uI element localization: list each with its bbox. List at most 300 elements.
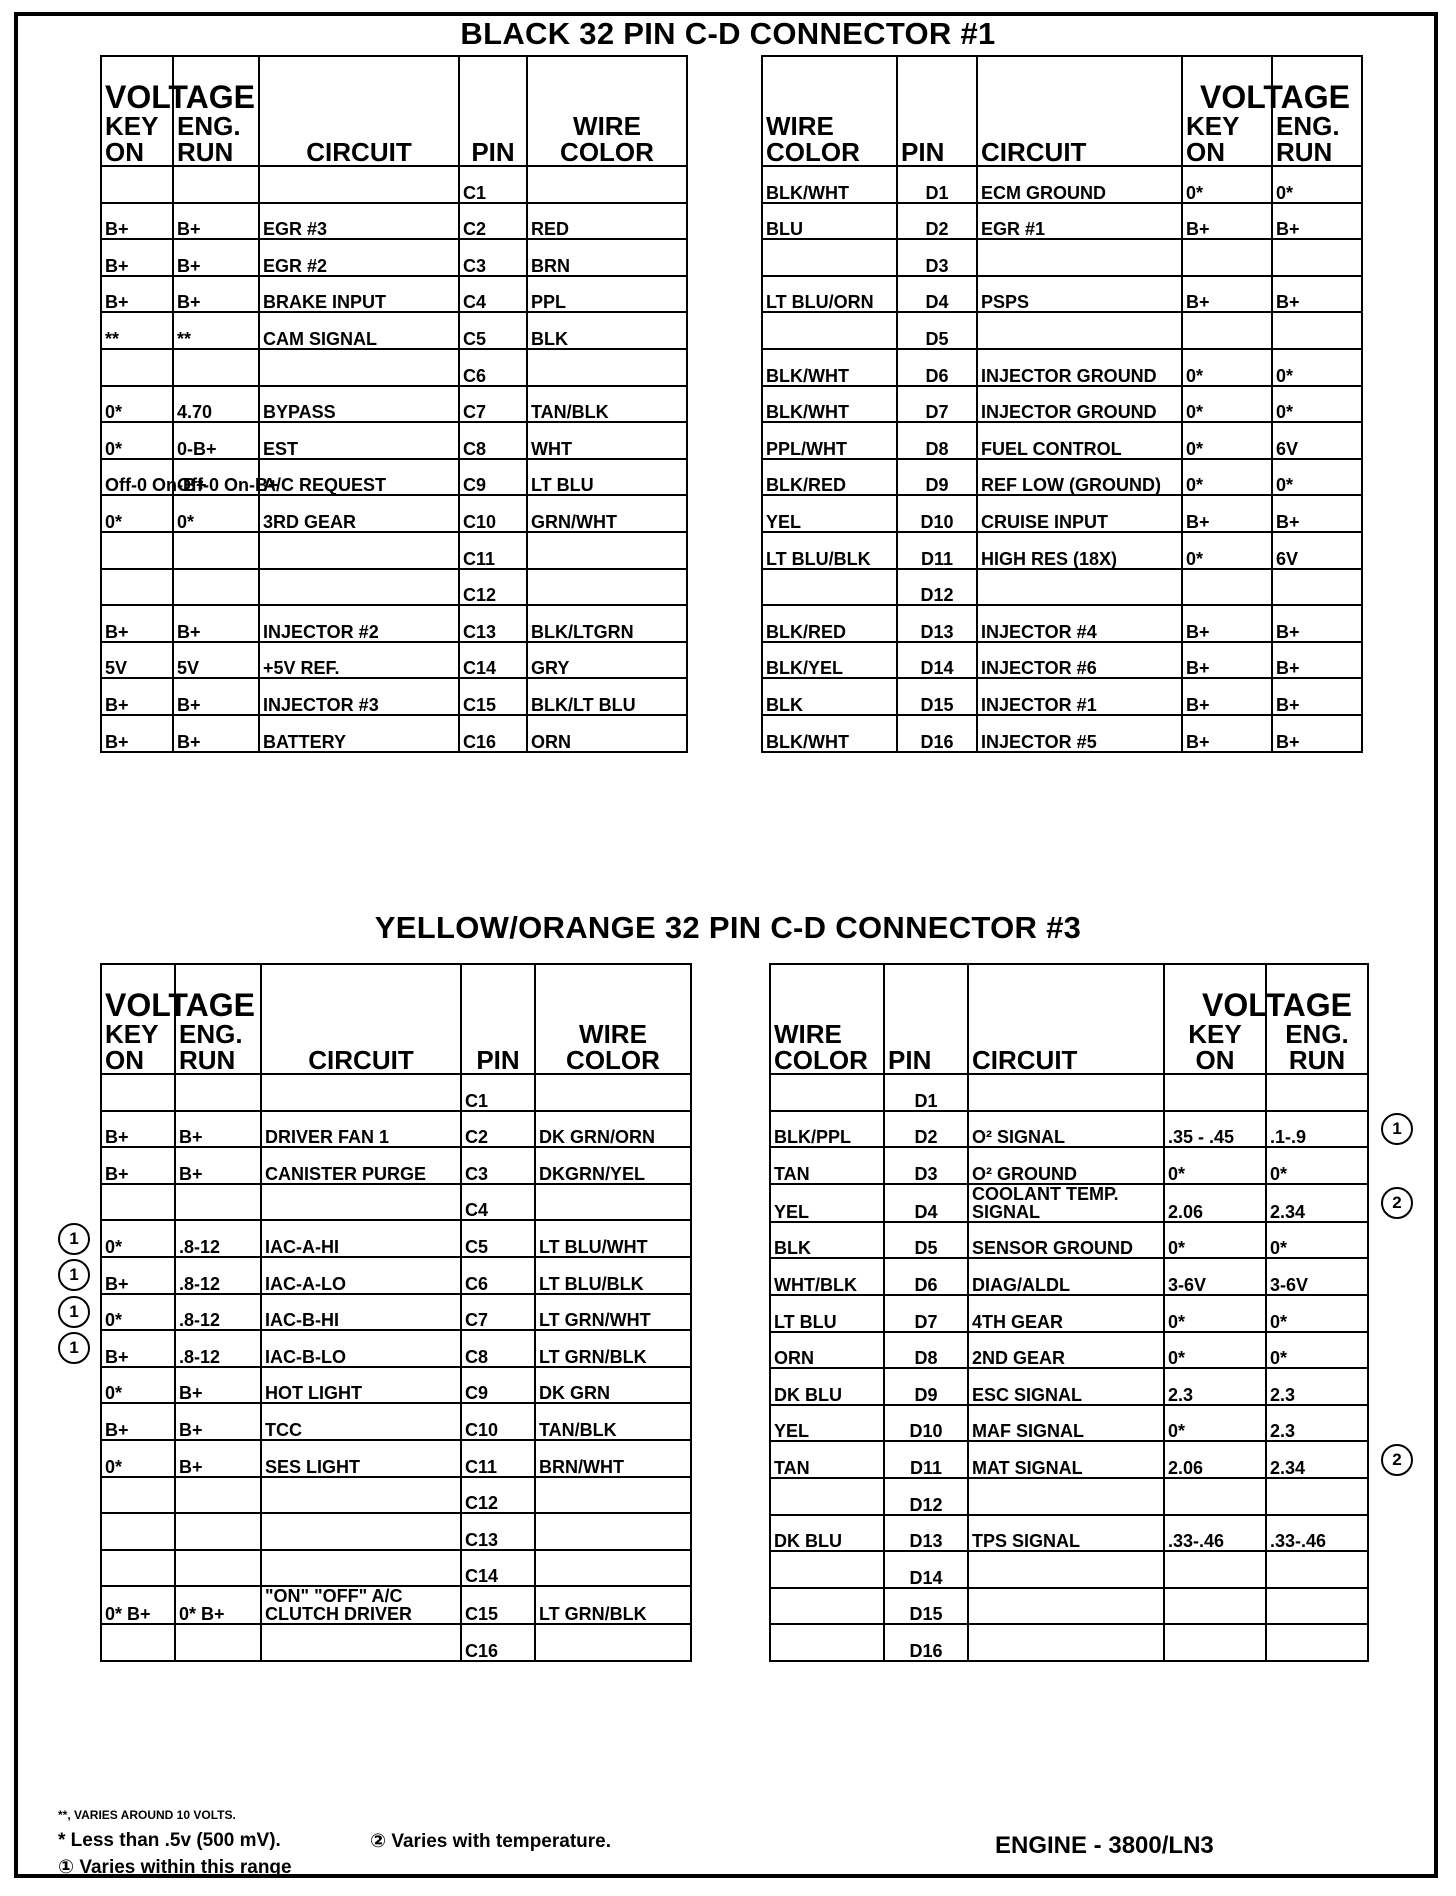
pin-cell: D10 xyxy=(897,495,977,532)
wire-color-cell: DKGRN/YEL xyxy=(535,1147,691,1184)
key-on-cell xyxy=(101,1550,175,1587)
pin-row xyxy=(101,459,687,496)
wire-color-cell: BLK/WHT xyxy=(762,349,897,386)
pin-cell: D2 xyxy=(884,1111,968,1148)
pin-cell: D11 xyxy=(897,532,977,569)
circuit-cell: MAF SIGNAL xyxy=(968,1405,1164,1442)
circuit-cell xyxy=(968,1478,1164,1515)
wire-color-cell: ORN xyxy=(770,1332,884,1369)
key-on-cell: 0* xyxy=(101,1220,175,1257)
eng-run-cell: 0* xyxy=(1272,349,1362,386)
voltage-label: VOLTAGE xyxy=(105,987,255,1023)
pin-cell: D7 xyxy=(884,1295,968,1332)
eng-run-cell: B+ xyxy=(173,276,259,313)
key-on-cell: 0* xyxy=(101,495,173,532)
eng-run-cell xyxy=(1266,1074,1368,1111)
key-on-cell xyxy=(1182,239,1272,276)
pin-row xyxy=(101,1220,691,1257)
wire-color-cell xyxy=(535,1477,691,1514)
pin-row xyxy=(101,239,687,276)
eng-run-cell: B+ xyxy=(175,1367,261,1404)
pin-cell: D13 xyxy=(897,605,977,642)
wire-color-cell: BLK xyxy=(527,312,687,349)
circuit-cell xyxy=(259,349,459,386)
note-circle-1: ① Varies within this range xyxy=(58,1857,292,1878)
circuit-cell: "ON" "OFF" A/C CLUTCH DRIVER xyxy=(261,1586,461,1624)
circuit-cell: BRAKE INPUT xyxy=(259,276,459,313)
wire-color-cell: LT GRN/BLK xyxy=(535,1586,691,1624)
pin-row xyxy=(762,422,1362,459)
circuit-cell: INJECTOR #6 xyxy=(977,642,1182,679)
wire-color-cell xyxy=(535,1074,691,1111)
wire-color-cell: WHT xyxy=(527,422,687,459)
key-on-cell xyxy=(101,1477,175,1514)
circuit-cell: BATTERY xyxy=(259,715,459,752)
circuit-cell xyxy=(968,1551,1164,1588)
pin-cell: C5 xyxy=(461,1220,535,1257)
key-on-cell xyxy=(1164,1551,1266,1588)
key-on-cell xyxy=(1164,1624,1266,1661)
footnote-marker-1: 1 xyxy=(58,1259,90,1291)
key-on-cell xyxy=(1164,1588,1266,1625)
pin-cell: C15 xyxy=(459,678,527,715)
wire-color-cell: YEL xyxy=(770,1405,884,1442)
pin-row xyxy=(101,1330,691,1367)
pin-row xyxy=(770,1624,1368,1661)
key-on-cell: 0* xyxy=(1164,1222,1266,1259)
wire-color-cell: TAN xyxy=(770,1147,884,1184)
pin-row xyxy=(101,203,687,240)
pin-cell: C6 xyxy=(461,1257,535,1294)
pin-cell: C1 xyxy=(459,166,527,203)
eng-run-cell xyxy=(1272,239,1362,276)
circuit-header: CIRCUIT xyxy=(259,56,459,166)
pin-row xyxy=(101,349,687,386)
eng-run-cell xyxy=(175,1477,261,1514)
eng-run-cell: B+ xyxy=(175,1147,261,1184)
key-on-cell: 0* B+ xyxy=(101,1586,175,1624)
circuit-cell xyxy=(261,1074,461,1111)
pin-cell: D16 xyxy=(884,1624,968,1661)
wire-color-cell xyxy=(527,349,687,386)
pin-row xyxy=(770,1295,1368,1332)
wire-color-cell: LT BLU/BLK xyxy=(762,532,897,569)
pin-cell: C14 xyxy=(459,642,527,679)
key-on-cell: 0* xyxy=(1182,349,1272,386)
pin-cell: D11 xyxy=(884,1441,968,1478)
footnote-marker-1: 1 xyxy=(58,1332,90,1364)
eng-run-cell xyxy=(1266,1478,1368,1515)
pin-cell: D12 xyxy=(884,1478,968,1515)
pin-cell: C13 xyxy=(461,1513,535,1550)
key-on-cell: B+ xyxy=(1182,605,1272,642)
pin-row xyxy=(762,312,1362,349)
note-double-star: **, VARIES AROUND 10 VOLTS. xyxy=(58,1808,236,1822)
circuit-cell: EST xyxy=(259,422,459,459)
eng-run-cell: 4.70 xyxy=(173,386,259,423)
pin-cell: D14 xyxy=(897,642,977,679)
pin-cell: C8 xyxy=(459,422,527,459)
circuit-cell: 2ND GEAR xyxy=(968,1332,1164,1369)
key-on-cell xyxy=(1164,1074,1266,1111)
key-on-cell: 3-6V xyxy=(1164,1258,1266,1295)
circuit-cell: IAC-A-LO xyxy=(261,1257,461,1294)
wire-color-cell: LT GRN/BLK xyxy=(535,1330,691,1367)
eng-run-cell: .33-.46 xyxy=(1266,1515,1368,1552)
key-on-cell: 0* xyxy=(101,422,173,459)
key-on-cell: 2.06 xyxy=(1164,1441,1266,1478)
key-on-cell xyxy=(101,349,173,386)
wire-color-cell: LT BLU xyxy=(527,459,687,496)
pin-row xyxy=(101,386,687,423)
pin-cell: D8 xyxy=(897,422,977,459)
eng-run-cell: 2.3 xyxy=(1266,1405,1368,1442)
eng-run-cell: B+ xyxy=(1272,642,1362,679)
circuit-header: CIRCUIT xyxy=(977,56,1182,166)
eng-run-cell: B+ xyxy=(173,605,259,642)
circuit-cell: ECM GROUND xyxy=(977,166,1182,203)
circuit-cell: TCC xyxy=(261,1403,461,1440)
circuit-cell: INJECTOR #5 xyxy=(977,715,1182,752)
wire-color-cell xyxy=(770,1588,884,1625)
pin-row xyxy=(101,422,687,459)
key-on-cell xyxy=(1164,1478,1266,1515)
pin-row xyxy=(762,239,1362,276)
pin-row xyxy=(770,1222,1368,1259)
key-on-cell: B+ xyxy=(101,1330,175,1367)
key-on-cell: 0* xyxy=(101,386,173,423)
eng-run-header: ENG. RUN xyxy=(177,111,241,167)
circuit-cell: INJECTOR #1 xyxy=(977,678,1182,715)
key-on-cell: B+ xyxy=(1182,642,1272,679)
wire-color-cell: PPL xyxy=(527,276,687,313)
key-on-cell xyxy=(101,166,173,203)
key-on-cell: B+ xyxy=(101,1403,175,1440)
wire-color-cell: BLK xyxy=(762,678,897,715)
circuit-cell: O² SIGNAL xyxy=(968,1111,1164,1148)
pin-cell: D4 xyxy=(884,1184,968,1222)
connector3-d-table xyxy=(769,963,1369,1662)
wire-color-cell: GRN/WHT xyxy=(527,495,687,532)
wire-color-cell: LT BLU/WHT xyxy=(535,1220,691,1257)
circuit-cell: SENSOR GROUND xyxy=(968,1222,1164,1259)
circuit-header: CIRCUIT xyxy=(968,964,1164,1074)
wire-color-cell: BLK/RED xyxy=(762,459,897,496)
circuit-cell: O² GROUND xyxy=(968,1147,1164,1184)
pin-cell: D4 xyxy=(897,276,977,313)
pin-cell: C11 xyxy=(461,1440,535,1477)
connector1-title: BLACK 32 PIN C-D CONNECTOR #1 xyxy=(460,16,996,51)
eng-run-cell: B+ xyxy=(173,239,259,276)
circuit-cell xyxy=(261,1184,461,1221)
pin-row xyxy=(101,1477,691,1514)
key-on-cell: B+ xyxy=(101,715,173,752)
eng-run-cell: B+ xyxy=(1272,678,1362,715)
pin-row xyxy=(770,1515,1368,1552)
eng-run-cell: B+ xyxy=(173,678,259,715)
pin-cell: C13 xyxy=(459,605,527,642)
eng-run-cell: 2.34 xyxy=(1266,1441,1368,1478)
circuit-cell xyxy=(977,312,1182,349)
pin-cell: C3 xyxy=(461,1147,535,1184)
pin-row xyxy=(762,276,1362,313)
eng-run-cell: 6V xyxy=(1272,532,1362,569)
circuit-cell: INJECTOR #3 xyxy=(259,678,459,715)
pin-row xyxy=(101,166,687,203)
pin-row xyxy=(762,678,1362,715)
voltage-label: VOLTAGE xyxy=(1200,79,1350,115)
pin-cell: D10 xyxy=(884,1405,968,1442)
eng-run-cell xyxy=(1266,1588,1368,1625)
circuit-cell: TPS SIGNAL xyxy=(968,1515,1164,1552)
wire-color-cell: DK GRN/ORN xyxy=(535,1111,691,1148)
wire-color-cell: DK BLU xyxy=(770,1368,884,1405)
key-on-cell: B+ xyxy=(1182,715,1272,752)
wire-color-header: WIRE COLOR xyxy=(762,56,897,166)
key-on-cell: B+ xyxy=(101,1111,175,1148)
circuit-cell: DRIVER FAN 1 xyxy=(261,1111,461,1148)
footnote-marker-2: 2 xyxy=(1381,1444,1413,1476)
pin-row xyxy=(101,532,687,569)
eng-run-cell xyxy=(1266,1624,1368,1661)
eng-run-cell: ** xyxy=(173,312,259,349)
connector3-title: YELLOW/ORANGE 32 PIN C-D CONNECTOR #3 xyxy=(374,910,1082,945)
key-on-cell xyxy=(101,1184,175,1221)
wire-color-cell: YEL xyxy=(762,495,897,532)
key-on-cell: 2.3 xyxy=(1164,1368,1266,1405)
pin-cell: C6 xyxy=(459,349,527,386)
eng-run-cell: 0* xyxy=(1272,386,1362,423)
wire-color-cell xyxy=(770,1478,884,1515)
key-on-cell: 0* xyxy=(101,1367,175,1404)
key-on-cell: .35 - .45 xyxy=(1164,1111,1266,1148)
circuit-cell: PSPS xyxy=(977,276,1182,313)
pin-row xyxy=(770,1184,1368,1222)
circuit-cell xyxy=(261,1550,461,1587)
wire-color-header: WIRE COLOR xyxy=(770,964,884,1074)
key-on-cell xyxy=(1182,569,1272,606)
key-on-cell: 0* xyxy=(101,1440,175,1477)
pin-row xyxy=(762,349,1362,386)
pin-cell: D14 xyxy=(884,1551,968,1588)
connector3-c-table xyxy=(100,963,692,1662)
pin-cell: D3 xyxy=(897,239,977,276)
pin-row xyxy=(770,1147,1368,1184)
pin-row xyxy=(101,1513,691,1550)
key-on-cell: B+ xyxy=(101,203,173,240)
eng-run-cell xyxy=(173,569,259,606)
pin-row xyxy=(101,678,687,715)
pin-row xyxy=(770,1332,1368,1369)
pin-cell: C11 xyxy=(459,532,527,569)
pin-cell: D9 xyxy=(884,1368,968,1405)
circuit-cell xyxy=(968,1588,1164,1625)
pin-row xyxy=(101,1074,691,1111)
pin-cell: C14 xyxy=(461,1550,535,1587)
pin-row xyxy=(762,642,1362,679)
eng-run-cell: 6V xyxy=(1272,422,1362,459)
circuit-cell: A/C REQUEST xyxy=(259,459,459,496)
wire-color-cell: GRY xyxy=(527,642,687,679)
wire-color-cell: BLK/WHT xyxy=(762,386,897,423)
circuit-cell: EGR #3 xyxy=(259,203,459,240)
eng-run-cell: B+ xyxy=(1272,495,1362,532)
key-on-cell: 0* xyxy=(1182,532,1272,569)
pin-row xyxy=(101,1257,691,1294)
pin-cell: C2 xyxy=(461,1111,535,1148)
key-on-cell: B+ xyxy=(101,239,173,276)
key-on-cell: B+ xyxy=(101,678,173,715)
footnote-marker-1: 1 xyxy=(58,1223,90,1255)
pin-row xyxy=(770,1551,1368,1588)
key-on-cell xyxy=(101,532,173,569)
wire-color-cell: TAN/BLK xyxy=(535,1403,691,1440)
eng-run-cell xyxy=(175,1074,261,1111)
engine-label: ENGINE - 3800/LN3 xyxy=(995,1832,1214,1859)
pin-row xyxy=(101,605,687,642)
note-circle-2: ② Varies with temperature. xyxy=(370,1831,612,1852)
wire-color-cell: BRN xyxy=(527,239,687,276)
wire-color-cell xyxy=(535,1624,691,1661)
circuit-cell: FUEL CONTROL xyxy=(977,422,1182,459)
eng-run-cell: 2.34 xyxy=(1266,1184,1368,1222)
key-on-cell: B+ xyxy=(101,605,173,642)
pin-row xyxy=(101,1550,691,1587)
wire-color-cell xyxy=(527,166,687,203)
key-on-cell: B+ xyxy=(101,1147,175,1184)
wire-color-cell xyxy=(527,532,687,569)
circuit-cell xyxy=(977,569,1182,606)
pin-cell: C9 xyxy=(459,459,527,496)
key-on-cell xyxy=(101,1624,175,1661)
wire-color-cell: RED xyxy=(527,203,687,240)
wire-color-cell: ORN xyxy=(527,715,687,752)
wire-color-cell: YEL xyxy=(770,1184,884,1222)
wire-color-cell: TAN xyxy=(770,1441,884,1478)
circuit-cell: INJECTOR GROUND xyxy=(977,386,1182,423)
wire-color-cell: BLU xyxy=(762,203,897,240)
eng-run-cell xyxy=(175,1184,261,1221)
wire-color-cell: TAN/BLK xyxy=(527,386,687,423)
circuit-cell xyxy=(259,166,459,203)
pin-row xyxy=(101,642,687,679)
circuit-cell: 3RD GEAR xyxy=(259,495,459,532)
pin-cell: C8 xyxy=(461,1330,535,1367)
key-on-cell: .33-.46 xyxy=(1164,1515,1266,1552)
key-on-header: KEY ON xyxy=(105,1019,158,1075)
eng-run-cell: .1-.9 xyxy=(1266,1111,1368,1148)
pin-cell: C4 xyxy=(461,1184,535,1221)
eng-run-cell xyxy=(173,349,259,386)
wire-color-cell: PPL/WHT xyxy=(762,422,897,459)
wire-color-cell xyxy=(527,569,687,606)
pin-cell: C3 xyxy=(459,239,527,276)
pin-row xyxy=(770,1478,1368,1515)
circuit-header: CIRCUIT xyxy=(261,964,461,1074)
circuit-cell: MAT SIGNAL xyxy=(968,1441,1164,1478)
pin-row xyxy=(101,1294,691,1331)
wire-color-cell xyxy=(770,1074,884,1111)
pin-row xyxy=(101,312,687,349)
eng-run-cell: 0* xyxy=(1266,1147,1368,1184)
circuit-cell: SES LIGHT xyxy=(261,1440,461,1477)
pin-row xyxy=(770,1258,1368,1295)
pin-row xyxy=(770,1111,1368,1148)
circuit-cell: IAC-B-HI xyxy=(261,1294,461,1331)
pin-row xyxy=(101,1403,691,1440)
eng-run-header: ENG. RUN xyxy=(1276,111,1340,167)
pin-row xyxy=(770,1074,1368,1111)
pin-row xyxy=(101,495,687,532)
eng-run-cell xyxy=(175,1513,261,1550)
wire-color-cell: BLK/LT BLU xyxy=(527,678,687,715)
pin-cell: D12 xyxy=(897,569,977,606)
eng-run-cell xyxy=(1266,1551,1368,1588)
pin-cell: D7 xyxy=(897,386,977,423)
circuit-cell: EGR #2 xyxy=(259,239,459,276)
eng-run-cell xyxy=(175,1624,261,1661)
eng-run-cell: 0* xyxy=(1272,166,1362,203)
key-on-cell: 0* xyxy=(1164,1405,1266,1442)
eng-run-cell: 0* xyxy=(1272,459,1362,496)
wire-color-cell: BLK/PPL xyxy=(770,1111,884,1148)
circuit-cell: HOT LIGHT xyxy=(261,1367,461,1404)
connector1-d-table xyxy=(761,55,1363,753)
circuit-cell xyxy=(261,1624,461,1661)
eng-run-cell: B+ xyxy=(1272,605,1362,642)
circuit-cell: INJECTOR #4 xyxy=(977,605,1182,642)
pin-cell: D2 xyxy=(897,203,977,240)
eng-run-cell: 0* xyxy=(1266,1332,1368,1369)
eng-run-cell: 0* xyxy=(1266,1295,1368,1332)
key-on-cell: Off-0 On-B+ xyxy=(101,459,173,496)
eng-run-cell: B+ xyxy=(175,1111,261,1148)
wire-color-cell xyxy=(535,1550,691,1587)
pin-cell: C12 xyxy=(459,569,527,606)
wire-color-cell xyxy=(762,312,897,349)
circuit-cell xyxy=(261,1477,461,1514)
eng-run-cell: B+ xyxy=(1272,715,1362,752)
pin-cell: D5 xyxy=(897,312,977,349)
eng-run-header: ENG. RUN xyxy=(179,1019,243,1075)
pin-cell: C10 xyxy=(459,495,527,532)
key-on-cell: 5V xyxy=(101,642,173,679)
key-on-cell: 2.06 xyxy=(1164,1184,1266,1222)
key-on-cell xyxy=(101,569,173,606)
pin-cell: C9 xyxy=(461,1367,535,1404)
key-on-header: KEY ON xyxy=(1186,111,1239,167)
wire-color-cell: BLK/WHT xyxy=(762,166,897,203)
wire-color-cell: BLK/YEL xyxy=(762,642,897,679)
wire-color-cell xyxy=(762,239,897,276)
eng-run-cell: 0* xyxy=(1266,1222,1368,1259)
footnote-marker-1: 1 xyxy=(1381,1113,1413,1145)
eng-run-cell xyxy=(173,532,259,569)
circuit-cell: IAC-A-HI xyxy=(261,1220,461,1257)
pin-row xyxy=(762,605,1362,642)
pin-row xyxy=(770,1588,1368,1625)
wire-color-cell: LT GRN/WHT xyxy=(535,1294,691,1331)
pin-cell: D8 xyxy=(884,1332,968,1369)
key-on-cell: 0* xyxy=(1182,422,1272,459)
pin-cell: D6 xyxy=(884,1258,968,1295)
connector1-c-table xyxy=(100,55,688,753)
pin-row xyxy=(770,1441,1368,1478)
key-on-cell: 0* xyxy=(101,1294,175,1331)
pin-cell: D9 xyxy=(897,459,977,496)
wire-color-cell: LT BLU/BLK xyxy=(535,1257,691,1294)
pin-cell: D15 xyxy=(897,678,977,715)
